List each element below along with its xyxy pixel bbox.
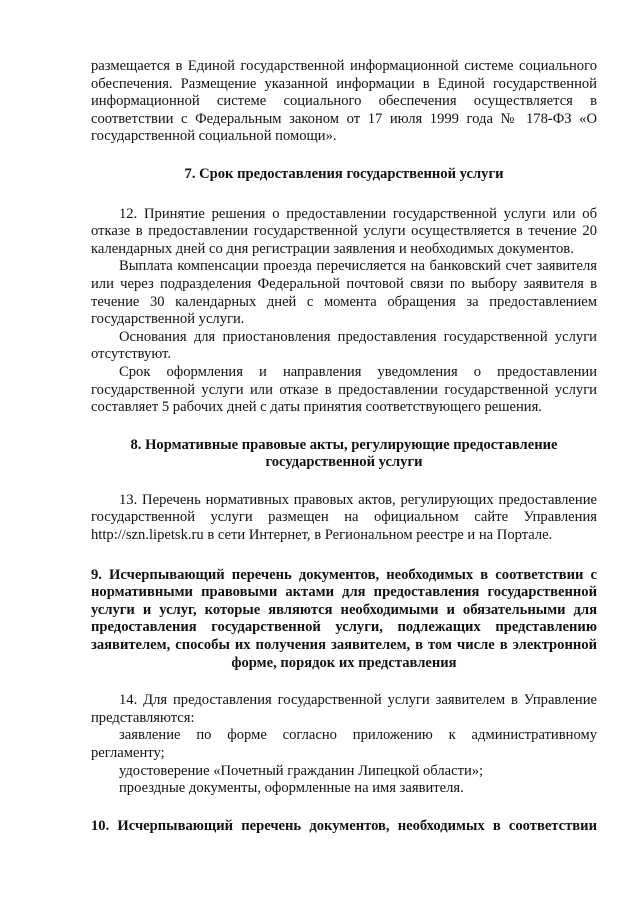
section-8-heading: 8. Нормативные правовые акты, регулирующие предоставление государственной услуги (130, 436, 558, 471)
section-7-heading: 7. Срок предоставления государственной услуги (184, 165, 504, 182)
section-8-paragraph-1: 13. Перечень нормативных правовых актов, регулирующих предоставление государственной услуги размещен на официальном сайте Управления http://szn.lipetsk.ru в сети Интернет, в Региональном реестре и на Портале. (91, 491, 597, 544)
section-9-heading: 9. Исчерпывающий перечень документов, необходимых в соответствии с нормативными правовыми актами для предоставления государственной услуги и услуг, которые являются необходимыми и обязательными для предоставления государственной услуги, подлежащих представлению заявителем, способы их получения заявителем, в том числе в электронной форме, порядок их представления (91, 566, 597, 671)
section-9-paragraph-1: 14. Для предоставления государственной услуги заявителем в Управление представляются: (91, 692, 597, 726)
section-7-paragraph-3: Основания для приостановления предоставления государственной услуги отсутствуют. (91, 328, 597, 363)
section-7-paragraph-2: Выплата компенсации проезда перечисляется на банковский счет заявителя или через подразделения Федеральной почтовой связи по выбору заявителя в течение 30 календарных дней с момента обращения за предоставлением государственной услуги. (91, 258, 597, 328)
section-10-heading: 10. Исчерпывающий перечень документов, необходимых в соответствии (91, 817, 597, 834)
section-9-paragraph-3: удостоверение «Почетный гражданин Липецкой области»; (119, 762, 484, 779)
section-9-paragraph-4: проездные документы, оформленные на имя заявителя. (119, 780, 464, 797)
section-9-paragraph-2: заявление по форме согласно приложению к административному регламенту; (91, 727, 597, 761)
section-7-paragraph-1: 12. Принятие решения о предоставлении государственной услуги или об отказе в предоставлении государственной услуги осуществляется в течение 20 календарных дней со дня регистрации заявления и необходимых документов. (91, 205, 597, 257)
section-7-paragraph-4: Срок оформления и направления уведомления о предоставлении государственной услуги или отказе в предоставлении государственной услуги составляет 5 рабочих дней с даты принятия соответствующего решения. (91, 363, 597, 416)
intro-paragraph: размещается в Единой государственной информационной системе социального обеспечения. Размещение указанной информации в Единой государственной информационной системе социального обеспечения осуществляется в соответствии с Федеральным законом от 17 июля 1999 года № 178-ФЗ «О государственной социальной помощи». (91, 58, 597, 145)
